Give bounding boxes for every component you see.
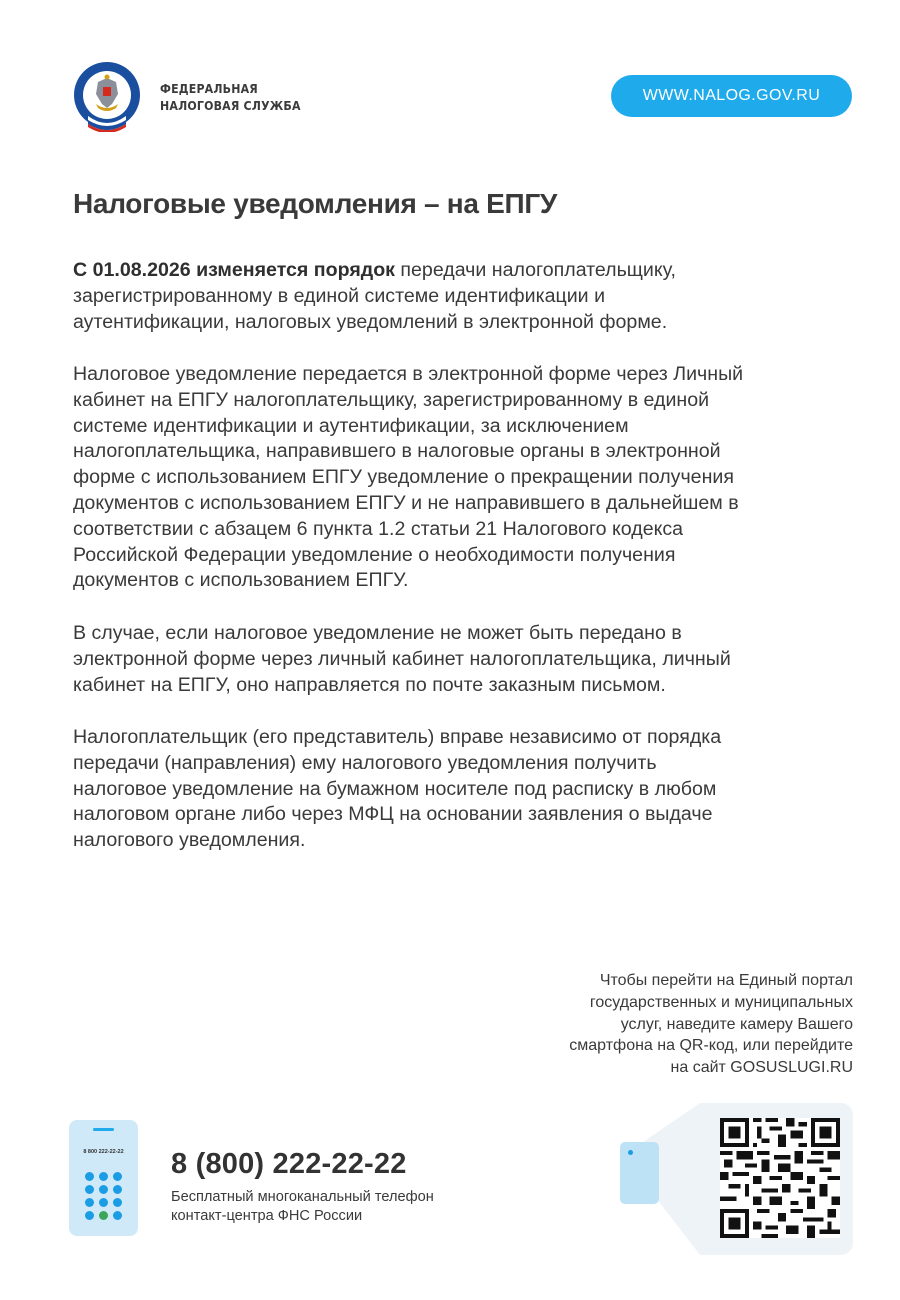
qr-caption-line: услуг, наведите камеру Вашего	[620, 1015, 853, 1033]
phone-screen-number: 8 800 222-22-22	[83, 1149, 124, 1155]
paragraph-line: Налогоплательщик (его представитель) вправе независимо от порядка	[73, 726, 722, 748]
org-name-line1: ФЕДЕРАЛЬНАЯ	[160, 81, 258, 96]
fns-emblem-icon	[72, 60, 142, 132]
paragraph-line: кабинет на ЕПГУ, оно направляется по почте заказным письмом.	[73, 673, 666, 696]
paragraph-line: В случае, если налоговое уведомление не может быть передано в	[73, 622, 682, 644]
qr-caption-line: Чтобы перейти на Единый портал	[599, 972, 853, 989]
qr-caption-line: смартфона на QR-код, или перейдите	[569, 1037, 853, 1055]
paragraph-line: соответствии с абзацем 6 пункта 1.2 статьи 21 Налогового кодекса	[73, 517, 684, 540]
paragraph-1-line-1-rest: передачи налогоплательщику,	[394, 259, 676, 281]
paragraph-line: документов с использованием ЕПГУ.	[73, 569, 409, 592]
smartphone-camera-icon	[620, 1142, 659, 1204]
keypad-icon	[85, 1172, 123, 1220]
paragraph-1-line-3: аутентификации, налоговых уведомлений в электронной форме.	[73, 310, 668, 333]
paragraph-line: электронной форме через личный кабинет налогоплательщика, личный	[73, 647, 731, 670]
paragraph-3	[73, 621, 873, 698]
hotline-description	[171, 1188, 434, 1225]
paragraph-line: передачи (направления) ему налогового уведомления получить	[73, 751, 657, 774]
paragraph-1-line-2: зарегистрированному в единой системе идентификации и	[73, 284, 606, 307]
phone-keypad-icon	[69, 1120, 138, 1236]
hotline-desc-line1: Бесплатный многоканальный телефон	[171, 1189, 434, 1205]
org-name-line2: НАЛОГОВАЯ СЛУЖБА	[160, 98, 301, 113]
camera-lens-icon	[628, 1150, 633, 1155]
paragraph-2	[73, 362, 873, 594]
hotline-desc-line2: контакт-центра ФНС России	[171, 1207, 363, 1224]
paragraph-line: Российской Федерации уведомление о необходимости получения	[73, 543, 676, 566]
org-name	[160, 80, 301, 114]
qr-caption-line: государственных и муниципальных	[589, 993, 853, 1011]
hotline-phone-number[interactable]: 8 (800) 222-22-22	[171, 1148, 407, 1180]
paragraph-line: документов с использованием ЕПГУ и не направившего в дальнейшем в	[73, 491, 739, 514]
paragraph-line: налоговое уведомление на бумажном носителе под расписку в любом	[73, 777, 717, 800]
paragraph-line: кабинет на ЕПГУ налогоплательщику, зарегистрированному в единой	[73, 388, 710, 411]
qr-caption	[493, 970, 853, 1079]
paragraph-1-line-1	[73, 258, 873, 284]
paragraph-line: налоговом органе либо через МФЦ на основании заявления о выдаче	[73, 803, 713, 826]
paragraph-4	[73, 725, 873, 854]
paragraph-line: налогового уведомления.	[73, 829, 306, 852]
paragraph-line: налогоплательщика, направившего в налоговые органы в электронной	[73, 440, 721, 463]
paragraph-line: Налоговое уведомление передается в электронной форме через Личный	[73, 363, 744, 385]
header	[0, 0, 900, 150]
qr-code-icon[interactable]	[720, 1118, 840, 1238]
page-title: Налоговые уведомления – на ЕПГУ	[73, 188, 558, 219]
paragraph-line: форме с использованием ЕПГУ уведомление о прекращении получения	[73, 466, 734, 489]
phone-speaker-icon	[93, 1128, 114, 1131]
paragraph-1	[73, 258, 873, 335]
qr-caption-line: на сайт GOSUSLUGI.RU	[670, 1059, 853, 1077]
paragraph-line: системе идентификации и аутентификации, за исключением	[73, 414, 629, 437]
website-link[interactable]: WWW.NALOG.GOV.RU	[611, 75, 852, 117]
effective-date-highlight: С 01.08.2026 изменяется порядок	[73, 259, 395, 281]
